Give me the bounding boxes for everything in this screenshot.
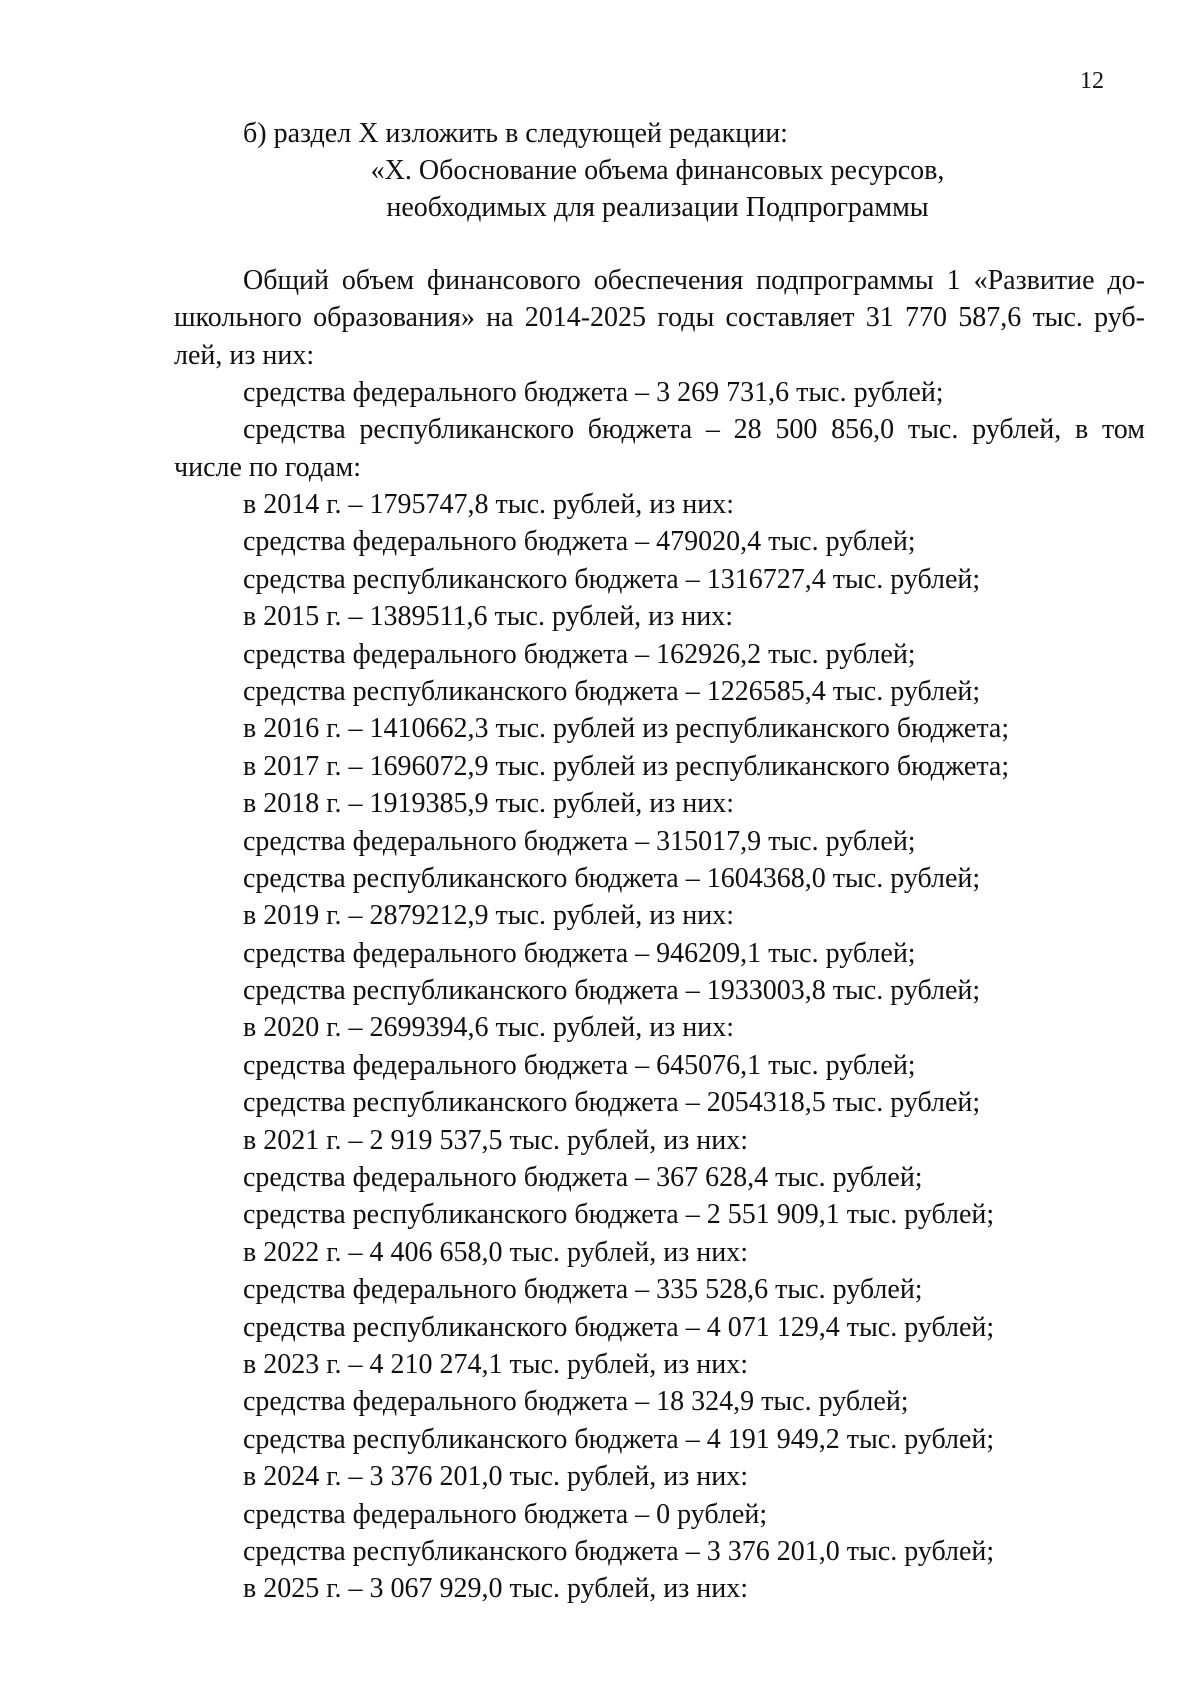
intro-line: б) раздел X изложить в следующей редакции: [243,118,788,149]
total-republic-line-2: числе по годам: [174,452,362,483]
list-item: в 2025 г. – 3 067 929,0 тыс. рублей, из них: [243,1573,749,1605]
list-item: средства республиканского бюджета – 1604368,0 тыс. рублей; [243,862,981,894]
paragraph-line-3: лей, из них: [174,340,315,371]
list-item: средства федерального бюджета – 645076,1 тыс. рублей; [243,1049,916,1081]
list-item: в 2019 г. – 2879212,9 тыс. рублей, из них: [243,900,735,932]
paragraph-line-1: Общий объем финансового обеспечения подпрограммы 1 «Развитие до- [243,265,1145,296]
list-item: средства федерального бюджета – 946209,1 тыс. рублей; [243,937,916,969]
list-item: в 2015 г. – 1389511,6 тыс. рублей, из них: [243,601,733,633]
total-federal-line: средства федерального бюджета – 3 269 731,6 тыс. рублей; [243,377,944,408]
list-item: средства федерального бюджета – 162926,2 тыс. рублей; [243,638,916,670]
list-item: средства республиканского бюджета – 3 376 201,0 тыс. рублей; [243,1535,995,1567]
paragraph-line-2: школьного образования» на 2014-2025 годы составляет 31 770 587,6 тыс. руб- [174,302,1145,333]
list-item: в 2014 г. – 1795747,8 тыс. рублей, из них: [243,489,735,520]
list-item: в 2016 г. – 1410662,3 тыс. рублей из республиканского бюджета; [243,713,1010,745]
list-item: в 2022 г. – 4 406 658,0 тыс. рублей, из них: [243,1236,749,1268]
section-heading-line-1: «X. Обоснование объема финансовых ресурсов, [370,155,945,186]
list-item: средства федерального бюджета – 0 рублей; [243,1498,768,1530]
list-item: в 2024 г. – 3 376 201,0 тыс. рублей, из них: [243,1461,749,1493]
page-number: 12 [1080,68,1104,94]
list-item: средства республиканского бюджета – 2054318,5 тыс. рублей; [243,1087,981,1119]
list-item: средства федерального бюджета – 479020,4 тыс. рублей; [243,526,916,558]
list-item: в 2017 г. – 1696072,9 тыс. рублей из республиканского бюджета; [243,750,1010,782]
list-item: средства федерального бюджета – 18 324,9 тыс. рублей; [243,1386,909,1418]
section-heading-line-2: необходимых для реализации Подпрограммы [386,192,929,223]
list-item: в 2020 г. – 2699394,6 тыс. рублей, из них: [243,1012,735,1044]
list-item: в 2018 г. – 1919385,9 тыс. рублей, из них: [243,788,735,820]
yearly-breakdown-list [243,487,1009,1609]
list-item: средства республиканского бюджета – 4 191 949,2 тыс. рублей; [243,1423,995,1455]
list-item: средства республиканского бюджета – 1316727,4 тыс. рублей; [243,563,981,595]
list-item: средства республиканского бюджета – 4 071 129,4 тыс. рублей; [243,1311,995,1343]
list-item: в 2023 г. – 4 210 274,1 тыс. рублей, из них: [243,1348,749,1380]
list-item: средства федерального бюджета – 335 528,6 тыс. рублей; [243,1274,923,1306]
list-item: средства федерального бюджета – 315017,9 тыс. рублей; [243,825,916,857]
list-item: средства республиканского бюджета – 2 551 909,1 тыс. рублей; [243,1199,995,1231]
list-item: в 2021 г. – 2 919 537,5 тыс. рублей, из них: [243,1124,749,1156]
list-item: средства республиканского бюджета – 1933003,8 тыс. рублей; [243,975,981,1007]
list-item: средства республиканского бюджета – 1226585,4 тыс. рублей; [243,675,981,707]
total-republic-line-1: средства республиканского бюджета – 28 500 856,0 тыс. рублей, в том [243,414,1145,445]
list-item: средства федерального бюджета – 367 628,4 тыс. рублей; [243,1162,923,1194]
